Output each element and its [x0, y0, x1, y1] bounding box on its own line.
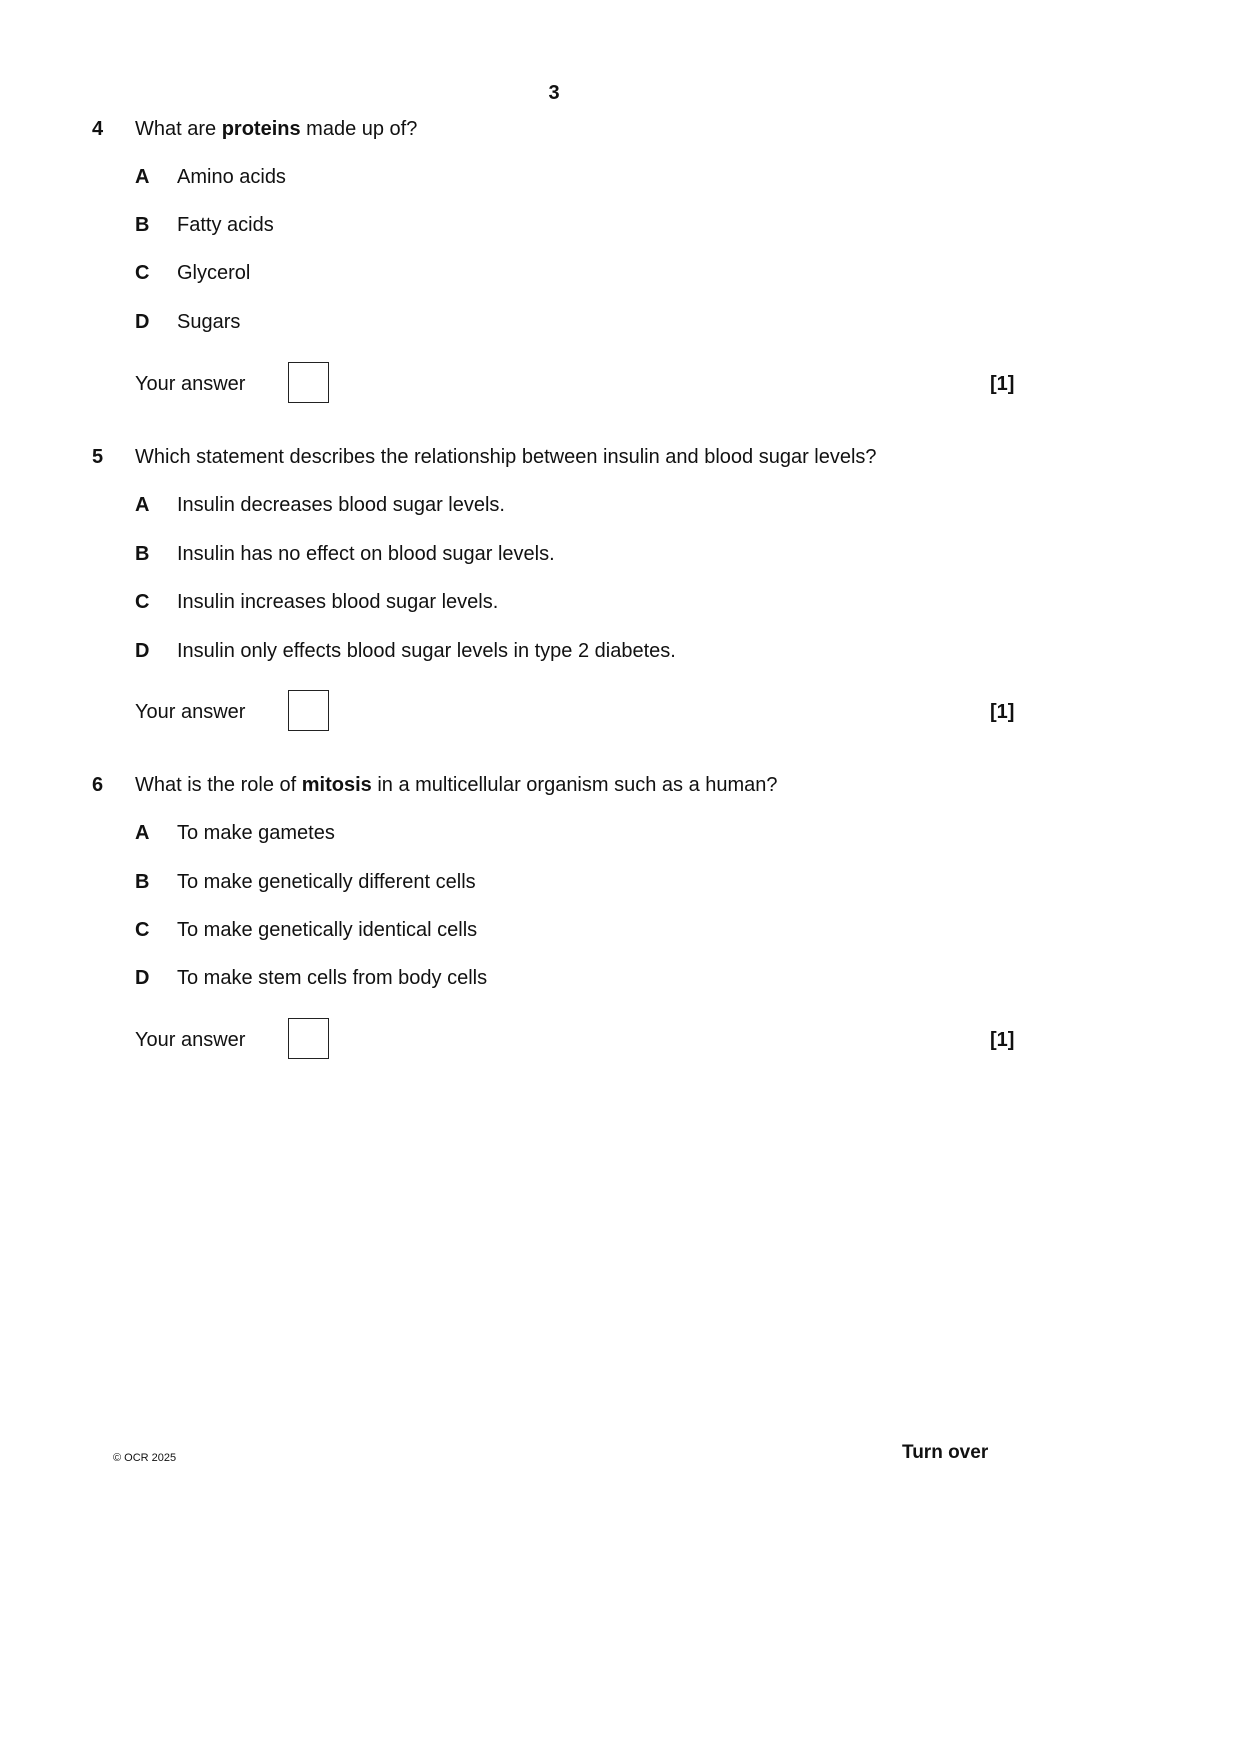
answer-label: Your answer [135, 1029, 246, 1051]
option-4c[interactable] [0, 262, 1100, 288]
option-text: Amino acids [177, 166, 286, 188]
option-text: Insulin decreases blood sugar levels. [177, 494, 505, 516]
option-5d[interactable] [0, 640, 1100, 666]
question-text [135, 118, 417, 141]
question-text-end: in a multicellular organism such as a human? [371, 774, 778, 796]
option-text: To make genetically different cells [177, 871, 476, 893]
option-6b[interactable] [0, 871, 1100, 897]
option-letter: B [135, 871, 150, 893]
option-letter: D [135, 640, 150, 662]
option-letter: D [135, 967, 150, 989]
answer-box[interactable] [288, 362, 329, 403]
answer-row-4 [0, 362, 1100, 406]
option-letter: A [135, 494, 150, 516]
answer-box[interactable] [288, 690, 329, 731]
answer-row-6 [0, 1018, 1100, 1062]
marks-label: [1] [990, 1029, 1015, 1051]
turn-over-label: Turn over [902, 1442, 989, 1463]
option-5b[interactable] [0, 543, 1100, 569]
option-letter: A [135, 822, 150, 844]
option-4a[interactable] [0, 166, 1100, 192]
option-letter: C [135, 262, 150, 284]
question-number: 5 [92, 446, 104, 468]
question-text-start: What is the role of [135, 774, 302, 796]
marks-label: [1] [990, 701, 1015, 723]
question-keyword: mitosis [301, 774, 372, 796]
option-text: Insulin has no effect on blood sugar levels. [177, 543, 555, 565]
question-text-start: What are [135, 118, 222, 140]
question-text [135, 774, 778, 797]
option-text: To make gametes [177, 822, 335, 844]
option-text: To make genetically identical cells [177, 919, 478, 941]
option-text: To make stem cells from body cells [177, 967, 488, 989]
question-text-end: made up of? [300, 118, 418, 140]
question-number: 6 [92, 774, 104, 796]
marks-label: [1] [990, 373, 1015, 395]
page-number: 3 [548, 82, 560, 104]
option-letter: C [135, 919, 150, 941]
option-6a[interactable] [0, 822, 1100, 848]
option-text: Insulin increases blood sugar levels. [177, 591, 499, 613]
question-keyword: proteins [221, 118, 301, 140]
option-4b[interactable] [0, 214, 1100, 240]
option-5c[interactable] [0, 591, 1100, 617]
option-6c[interactable] [0, 919, 1100, 945]
answer-row-5 [0, 690, 1100, 734]
option-letter: C [135, 591, 150, 613]
copyright-notice: © OCR 2025 [113, 1452, 177, 1464]
question-number: 4 [92, 118, 104, 140]
option-text: Fatty acids [177, 214, 274, 236]
option-5a[interactable] [0, 494, 1100, 520]
option-letter: B [135, 543, 150, 565]
option-text: Sugars [177, 311, 241, 333]
option-text: Glycerol [177, 262, 251, 284]
option-letter: B [135, 214, 150, 236]
option-6d[interactable] [0, 967, 1100, 993]
answer-box[interactable] [288, 1018, 329, 1059]
option-letter: D [135, 311, 150, 333]
question-text: Which statement describes the relationship between insulin and blood sugar levels? [135, 446, 877, 468]
answer-label: Your answer [135, 373, 246, 395]
option-4d[interactable] [0, 311, 1100, 337]
answer-label: Your answer [135, 701, 246, 723]
option-text: Insulin only effects blood sugar levels in type 2 diabetes. [177, 640, 676, 662]
option-letter: A [135, 166, 150, 188]
